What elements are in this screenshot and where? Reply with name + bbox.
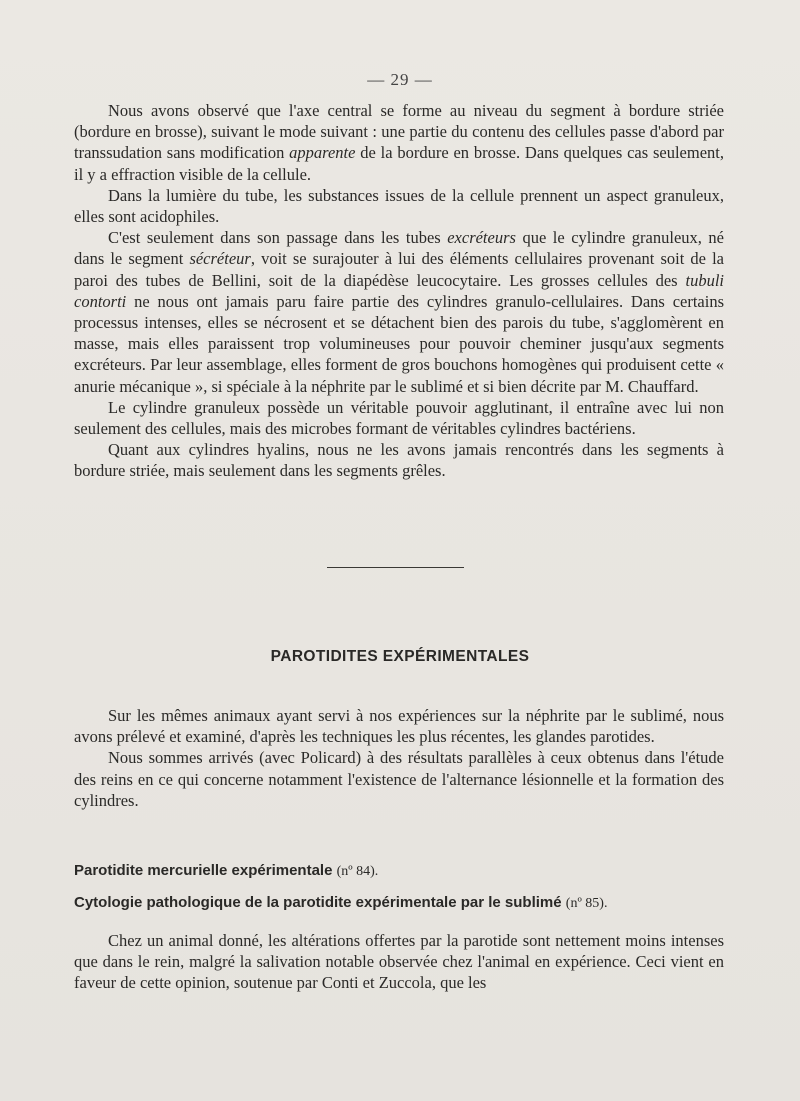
subheading-mercurial-parotitis bbox=[74, 862, 734, 880]
subheading-cytology bbox=[74, 894, 734, 912]
subheading-title: Parotidite mercurielle expérimentale bbox=[74, 862, 333, 879]
paragraph: Quant aux cylindres hyalins, nous ne les avons jamais rencontrés dans les segments à bordure striée, mais seulement dans les segments grêles. bbox=[74, 440, 724, 481]
paragraph: Chez un animal donné, les altérations offertes par la parotide sont nettement moins intenses que dans le rein, malgré la salivation notable observée chez l'animal en expérience. Ceci vient en faveur de cette opinion, soutenue par Conti et Zuccola, que les bbox=[74, 931, 724, 993]
italic-term: tubuli contorti bbox=[74, 270, 724, 311]
subheading-reference: (nº 84). bbox=[336, 864, 379, 879]
paragraph: Sur les mêmes animaux ayant servi à nos expériences sur la néphrite par le sublimé, nous avons prélevé et examiné, d'après les techniques les plus récentes, les glandes parotides. bbox=[74, 706, 724, 747]
text-block-bottom bbox=[74, 930, 724, 994]
text-block-top bbox=[74, 100, 724, 482]
paragraph: Le cylindre granuleux possède un véritable pouvoir agglutinant, il entraîne avec lui non seulement des cellules, mais des microbes formant de véritables cylindres bactériens. bbox=[74, 397, 724, 439]
paragraph: Nous avons observé que l'axe central se forme au niveau du segment à bordure striée (bordure en brosse), suivant le mode suivant : une partie du contenu des cellules passe d'abord par transsudation sans modification apparente de la bordure en brosse. Dans quelques cas seulement, il y a effraction visible de la cellule. bbox=[74, 101, 724, 184]
section-divider bbox=[327, 567, 464, 568]
paragraph: C'est seulement dans son passage dans les tubes excréteurs que le cylindre granuleux, né dans le segment sécréteur, voit se surajouter à lui des éléments cellulaires provenant soit de la paroi des tubes de Bellini, soit de la diapédèse leucocytaire. Les grosses cellules des tubuli contorti ne nous ont jamais paru faire partie des cylindres granulo-cellulaires. Dans certains processus intenses, elles se nécrosent et se détachent bien des parois du tube, s'agglomèrent en masse, mais elles paraissent trop volumineuses pour pouvoir cheminer jusqu'aux segments excréteurs. Par leur assemblage, elles forment de gros bouchons homogènes qui produisent cette « anurie mécanique », si spéciale à la néphrite par le sublimé et si bien décrite par M. Chauffard. bbox=[74, 228, 724, 396]
italic-term: excréteurs bbox=[447, 228, 516, 248]
subheading-title: Cytologie pathologique de la parotidite expérimentale par le sublimé bbox=[74, 894, 562, 911]
subheading-reference: (nº 85). bbox=[565, 896, 608, 911]
paragraph: Nous sommes arrivés (avec Policard) à des résultats parallèles à ceux obtenus dans l'étude des reins en ce qui concerne notamment l'existence de l'alternance lésionnelle et la formation des cylindres. bbox=[74, 748, 724, 810]
italic-term: sécréteur bbox=[189, 249, 251, 269]
section-title: PAROTIDITES EXPÉRIMENTALES bbox=[270, 648, 530, 665]
paragraph: Dans la lumière du tube, les substances issues de la cellule prennent un aspect granuleux, elles sont acidophiles. bbox=[74, 185, 724, 227]
page-number: — 29 — bbox=[367, 70, 433, 89]
italic-term: apparente bbox=[289, 143, 356, 163]
text-block-middle bbox=[74, 705, 724, 811]
